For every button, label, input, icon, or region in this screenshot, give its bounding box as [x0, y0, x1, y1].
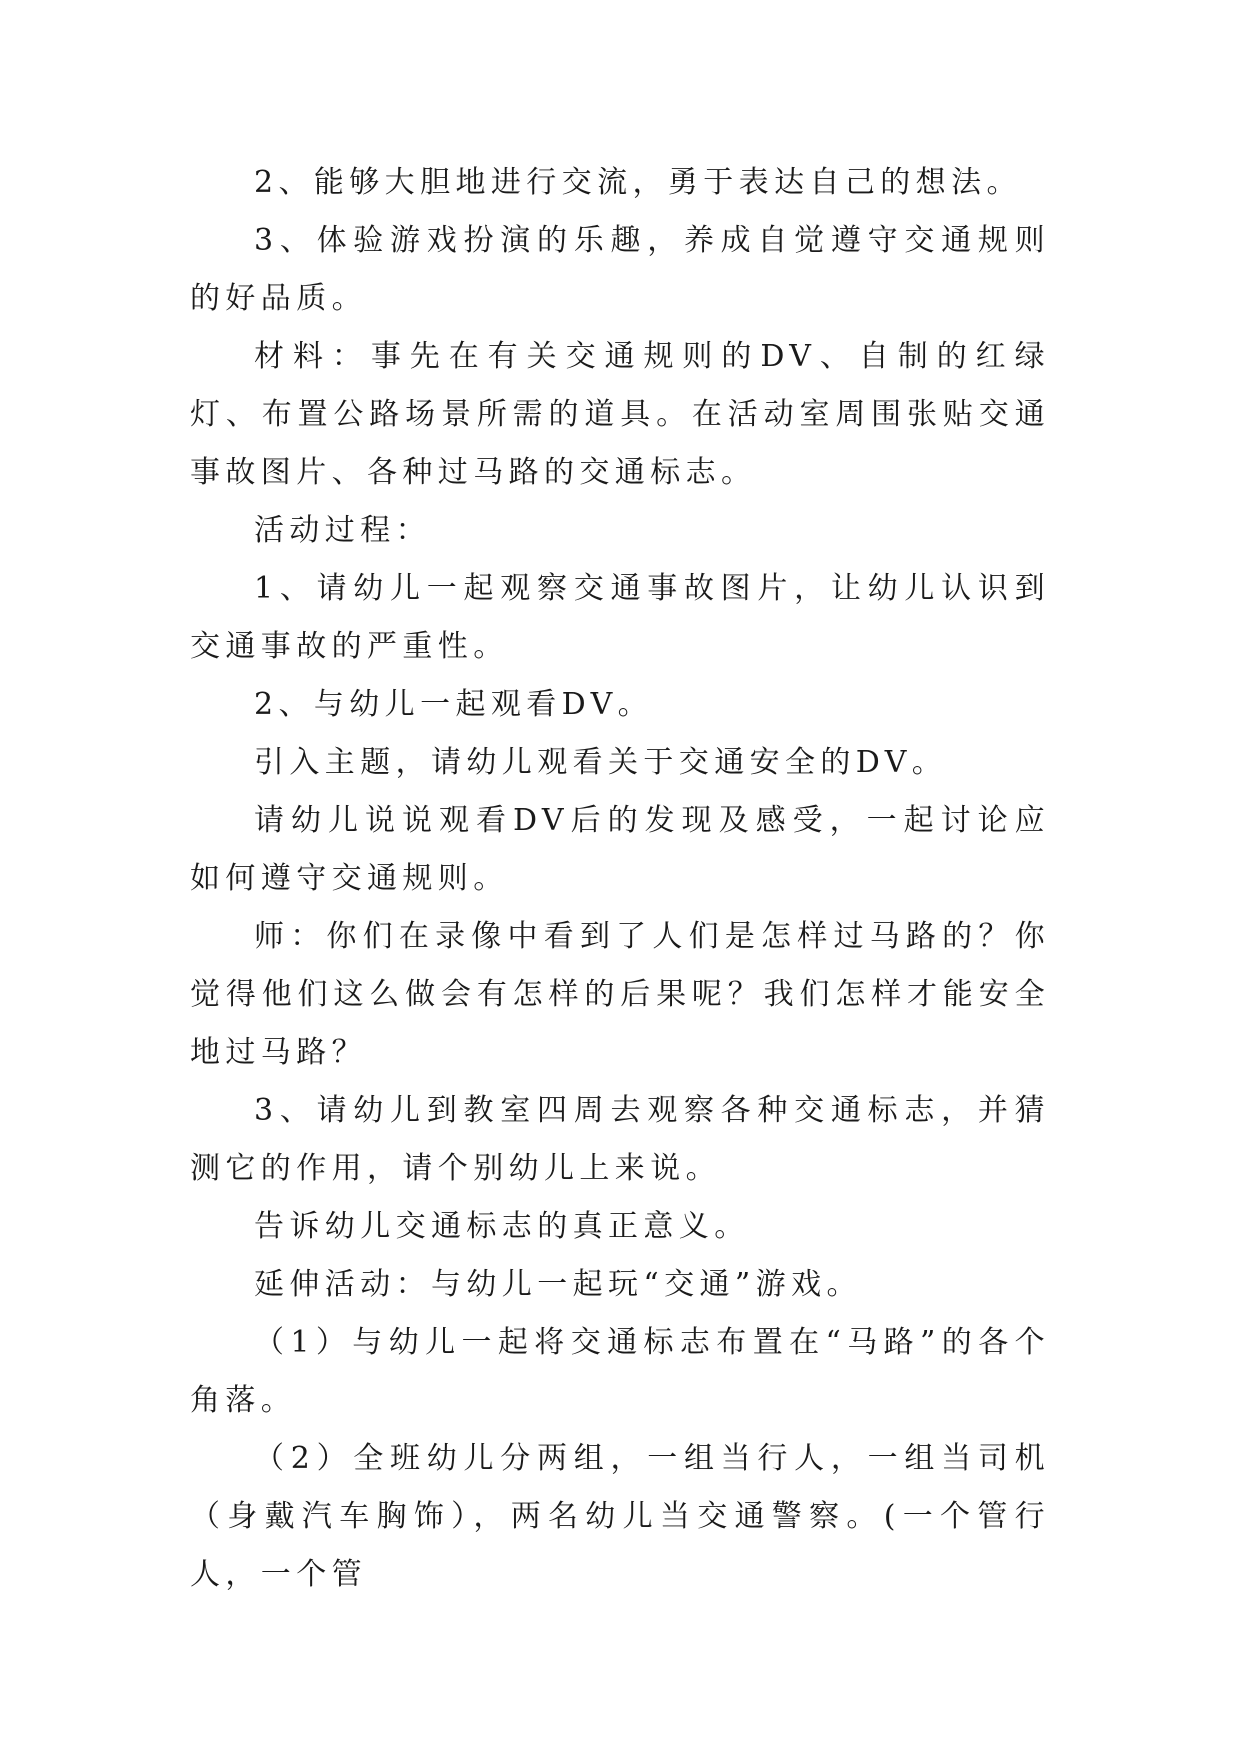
- paragraph-process-heading: 活动过程：: [254, 513, 431, 548]
- paragraph-objective-2: 2、能够大胆地进行交流，勇于表达自己的想法。: [254, 165, 1022, 200]
- paragraph-extension-activity: 延伸活动：与幼儿一起玩“交通”游戏。: [254, 1267, 862, 1302]
- document-body: [190, 154, 1050, 1604]
- paragraph-introduce-theme: 引入主题，请幼儿观看关于交通安全的DV。: [254, 745, 948, 780]
- paragraph-step-2: 2、与幼儿一起观看DV。: [254, 687, 654, 722]
- paragraph-step-3: 3、请幼儿到教室四周去观察各种交通标志，并猜测它的作用，请个别幼儿上来说。: [190, 1093, 1050, 1186]
- paragraph-materials: 材料：事先在有关交通规则的DV、自制的红绿灯、布置公路场景所需的道具。在活动室周围张贴交通事故图片、各种过马路的交通标志。: [190, 339, 1050, 490]
- paragraph-objective-3: 3、体验游戏扮演的乐趣，养成自觉遵守交通规则的好品质。: [190, 223, 1050, 316]
- paragraph-step-1: 1、请幼儿一起观察交通事故图片，让幼儿认识到交通事故的严重性。: [190, 571, 1050, 664]
- paragraph-extension-2: （2）全班幼儿分两组，一组当行人，一组当司机（身戴汽车胸饰），两名幼儿当交通警察。(一个管行人，一个管: [190, 1441, 1050, 1592]
- paragraph-teacher-question: 师：你们在录像中看到了人们是怎样过马路的？你觉得他们这么做会有怎样的后果呢？我们怎样才能安全地过马路？: [190, 919, 1050, 1070]
- paragraph-sign-meaning: 告诉幼儿交通标志的真正意义。: [254, 1209, 750, 1244]
- paragraph-discussion: 请幼儿说说观看DV后的发现及感受，一起讨论应如何遵守交通规则。: [190, 803, 1050, 896]
- paragraph-extension-1: （1）与幼儿一起将交通标志布置在“马路”的各个角落。: [190, 1325, 1050, 1418]
